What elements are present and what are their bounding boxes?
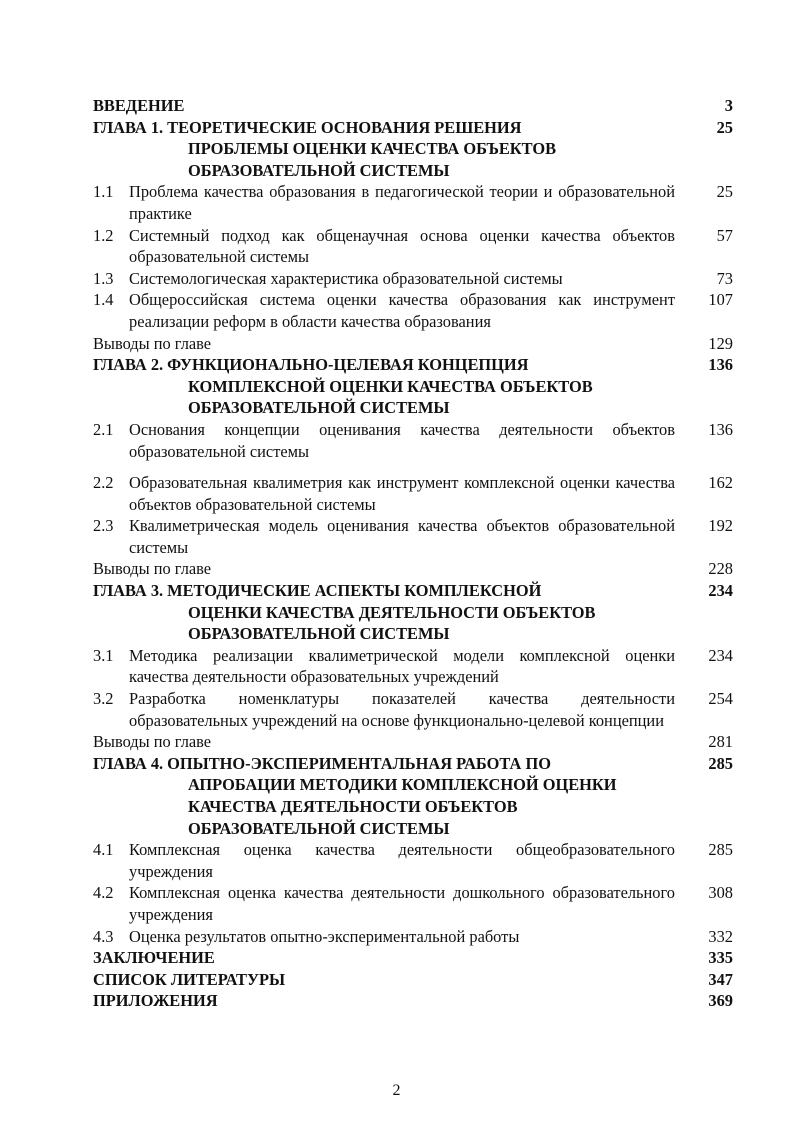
section-number: 4.1 (93, 840, 114, 860)
page-number: 2 (392, 1082, 401, 1099)
chapter-title-line: КОМПЛЕКСНОЙ ОЦЕНКИ КАЧЕСТВА ОБЪЕКТОВ (188, 376, 593, 396)
tail-label: ЗАКЛЮЧЕНИЕ (93, 948, 215, 968)
chapter-title-line: ОБРАЗОВАТЕЛЬНОЙ СИСТЕМЫ (188, 160, 450, 180)
conclusion-page: 228 (708, 559, 733, 579)
chapter-title-line: ОБРАЗОВАТЕЛЬНОЙ СИСТЕМЫ (188, 398, 450, 418)
toc-tail-item (93, 969, 733, 991)
toc-chapters (93, 117, 733, 948)
section-number: 2.3 (93, 516, 114, 536)
toc-tail-item (93, 990, 733, 1012)
chapter-title-line: КАЧЕСТВА ДЕЯТЕЛЬНОСТИ ОБЪЕКТОВ (188, 797, 518, 816)
toc-chapter-conclusion (93, 333, 733, 355)
section-number: 2.1 (93, 419, 114, 439)
chapter-title-line: ТЕОРЕТИЧЕСКИЕ ОСНОВАНИЯ РЕШЕНИЯ (167, 117, 522, 137)
section-title: Системный подход как общенаучная основа оценки качества объектов образовательной системы (129, 225, 675, 267)
section-number: 2.2 (93, 473, 114, 493)
chapter-label: ГЛАВА 2. (93, 355, 164, 375)
toc-intro-page: 3 (724, 96, 733, 115)
section-number: 3.1 (93, 645, 114, 665)
section-page: 285 (708, 840, 733, 860)
chapter-page: 234 (708, 581, 733, 601)
conclusion-page: 129 (708, 333, 733, 353)
section-title: Комплексная оценка качества деятельности дошкольного образовательного учреждения (129, 883, 675, 924)
toc-intro (93, 95, 733, 117)
tail-page: 335 (708, 948, 733, 968)
toc-section (93, 181, 733, 224)
section-page: 107 (708, 290, 733, 310)
toc-section (93, 515, 733, 558)
chapter-title-line: ОБРАЗОВАТЕЛЬНОЙ СИСТЕМЫ (188, 818, 450, 838)
chapter-page: 285 (708, 753, 733, 773)
toc-chapter-conclusion (93, 558, 733, 580)
section-title: Проблема качества образования в педагогической теории и образовательной практике (129, 182, 675, 223)
toc-chapter-heading (93, 117, 733, 182)
chapter-label: ГЛАВА 3. (93, 581, 164, 601)
chapter-title-line: АПРОБАЦИИ МЕТОДИКИ КОМПЛЕКСНОЙ ОЦЕНКИ (188, 775, 617, 795)
conclusion-label: Выводы по главе (93, 559, 212, 579)
section-page: 162 (708, 473, 733, 493)
tail-page: 347 (708, 969, 733, 989)
section-title: Оценка результатов опытно-экспериментальной работы (129, 926, 520, 946)
section-number: 1.3 (93, 268, 114, 288)
chapter-page: 25 (716, 117, 733, 137)
toc-section (93, 268, 733, 290)
toc-tail-item (93, 947, 733, 969)
toc-section (93, 225, 733, 268)
toc-chapter-conclusion (93, 731, 733, 753)
chapter-label: ГЛАВА 1. (93, 117, 164, 137)
tail-label: СПИСОК ЛИТЕРАТУРЫ (93, 969, 286, 989)
section-page: 73 (716, 268, 733, 288)
section-number: 1.2 (93, 225, 114, 245)
toc-section (93, 472, 733, 515)
chapter-title-line: ОБРАЗОВАТЕЛЬНОЙ СИСТЕМЫ (188, 624, 450, 644)
section-title: Системологическая характеристика образовательной системы (129, 268, 563, 288)
section-page: 234 (708, 645, 733, 665)
toc-section (93, 688, 733, 731)
chapter-page: 136 (708, 355, 733, 375)
tail-page: 369 (708, 991, 733, 1011)
tail-label: ПРИЛОЖЕНИЯ (93, 991, 218, 1011)
section-number: 1.1 (93, 182, 114, 202)
toc-chapter-heading (93, 580, 733, 645)
toc-intro-label: ВВЕДЕНИЕ (93, 96, 185, 115)
toc-section (93, 645, 733, 688)
toc-tail (93, 947, 733, 1012)
table-of-contents (93, 95, 733, 1012)
toc-section (93, 926, 733, 948)
section-number: 4.2 (93, 883, 114, 903)
chapter-title-line: ОПЫТНО-ЭКСПЕРИМЕНТАЛЬНАЯ РАБОТА ПО (167, 753, 551, 773)
conclusion-label: Выводы по главе (93, 333, 212, 353)
section-page: 192 (708, 516, 733, 536)
conclusion-label: Выводы по главе (93, 732, 212, 752)
section-page: 25 (716, 182, 733, 202)
section-title: Основания концепции оценивания качества деятельности объектов образовательной системы (129, 419, 675, 461)
chapter-title-line: ПРОБЛЕМЫ ОЦЕНКИ КАЧЕСТВА ОБЪЕКТОВ (188, 139, 557, 159)
chapter-title-line: МЕТОДИЧЕСКИЕ АСПЕКТЫ КОМПЛЕКСНОЙ (167, 581, 542, 601)
section-title: Разработка номенклатуры показателей качества деятельности образовательных учреждений на основе функционально-целевой концепции (129, 689, 675, 730)
toc-section (93, 289, 733, 332)
section-number: 1.4 (93, 290, 114, 310)
section-page: 136 (708, 419, 733, 439)
toc-section (93, 419, 733, 462)
toc-chapter-heading (93, 753, 733, 839)
section-number: 4.3 (93, 926, 114, 946)
chapter-label: ГЛАВА 4. (93, 753, 164, 773)
section-title: Комплексная оценка качества деятельности общеобразовательного учреждения (129, 840, 675, 881)
section-title: Общероссийская система оценки качества образования как инструмент реализации реформ в области качества образования (129, 290, 675, 331)
chapter-title-line: ФУНКЦИОНАЛЬНО-ЦЕЛЕВАЯ КОНЦЕПЦИЯ (167, 355, 529, 375)
toc-section (93, 882, 733, 925)
section-title: Квалиметрическая модель оценивания качества объектов образовательной системы (129, 516, 675, 557)
toc-section (93, 839, 733, 882)
section-page: 254 (708, 689, 733, 709)
section-title: Методика реализации квалиметрической модели комплексной оценки качества деятельности образовательных учреждений (129, 645, 675, 687)
chapter-title-line: ОЦЕНКИ КАЧЕСТВА ДЕЯТЕЛЬНОСТИ ОБЪЕКТОВ (188, 602, 596, 622)
section-number: 3.2 (93, 689, 114, 709)
section-page: 308 (708, 883, 733, 903)
section-page: 57 (716, 225, 733, 245)
toc-chapter-heading (93, 354, 733, 419)
section-title: Образовательная квалиметрия как инструмент комплексной оценки качества объектов образовательной системы (129, 473, 675, 514)
conclusion-page: 281 (708, 732, 733, 752)
section-page: 332 (708, 926, 733, 946)
